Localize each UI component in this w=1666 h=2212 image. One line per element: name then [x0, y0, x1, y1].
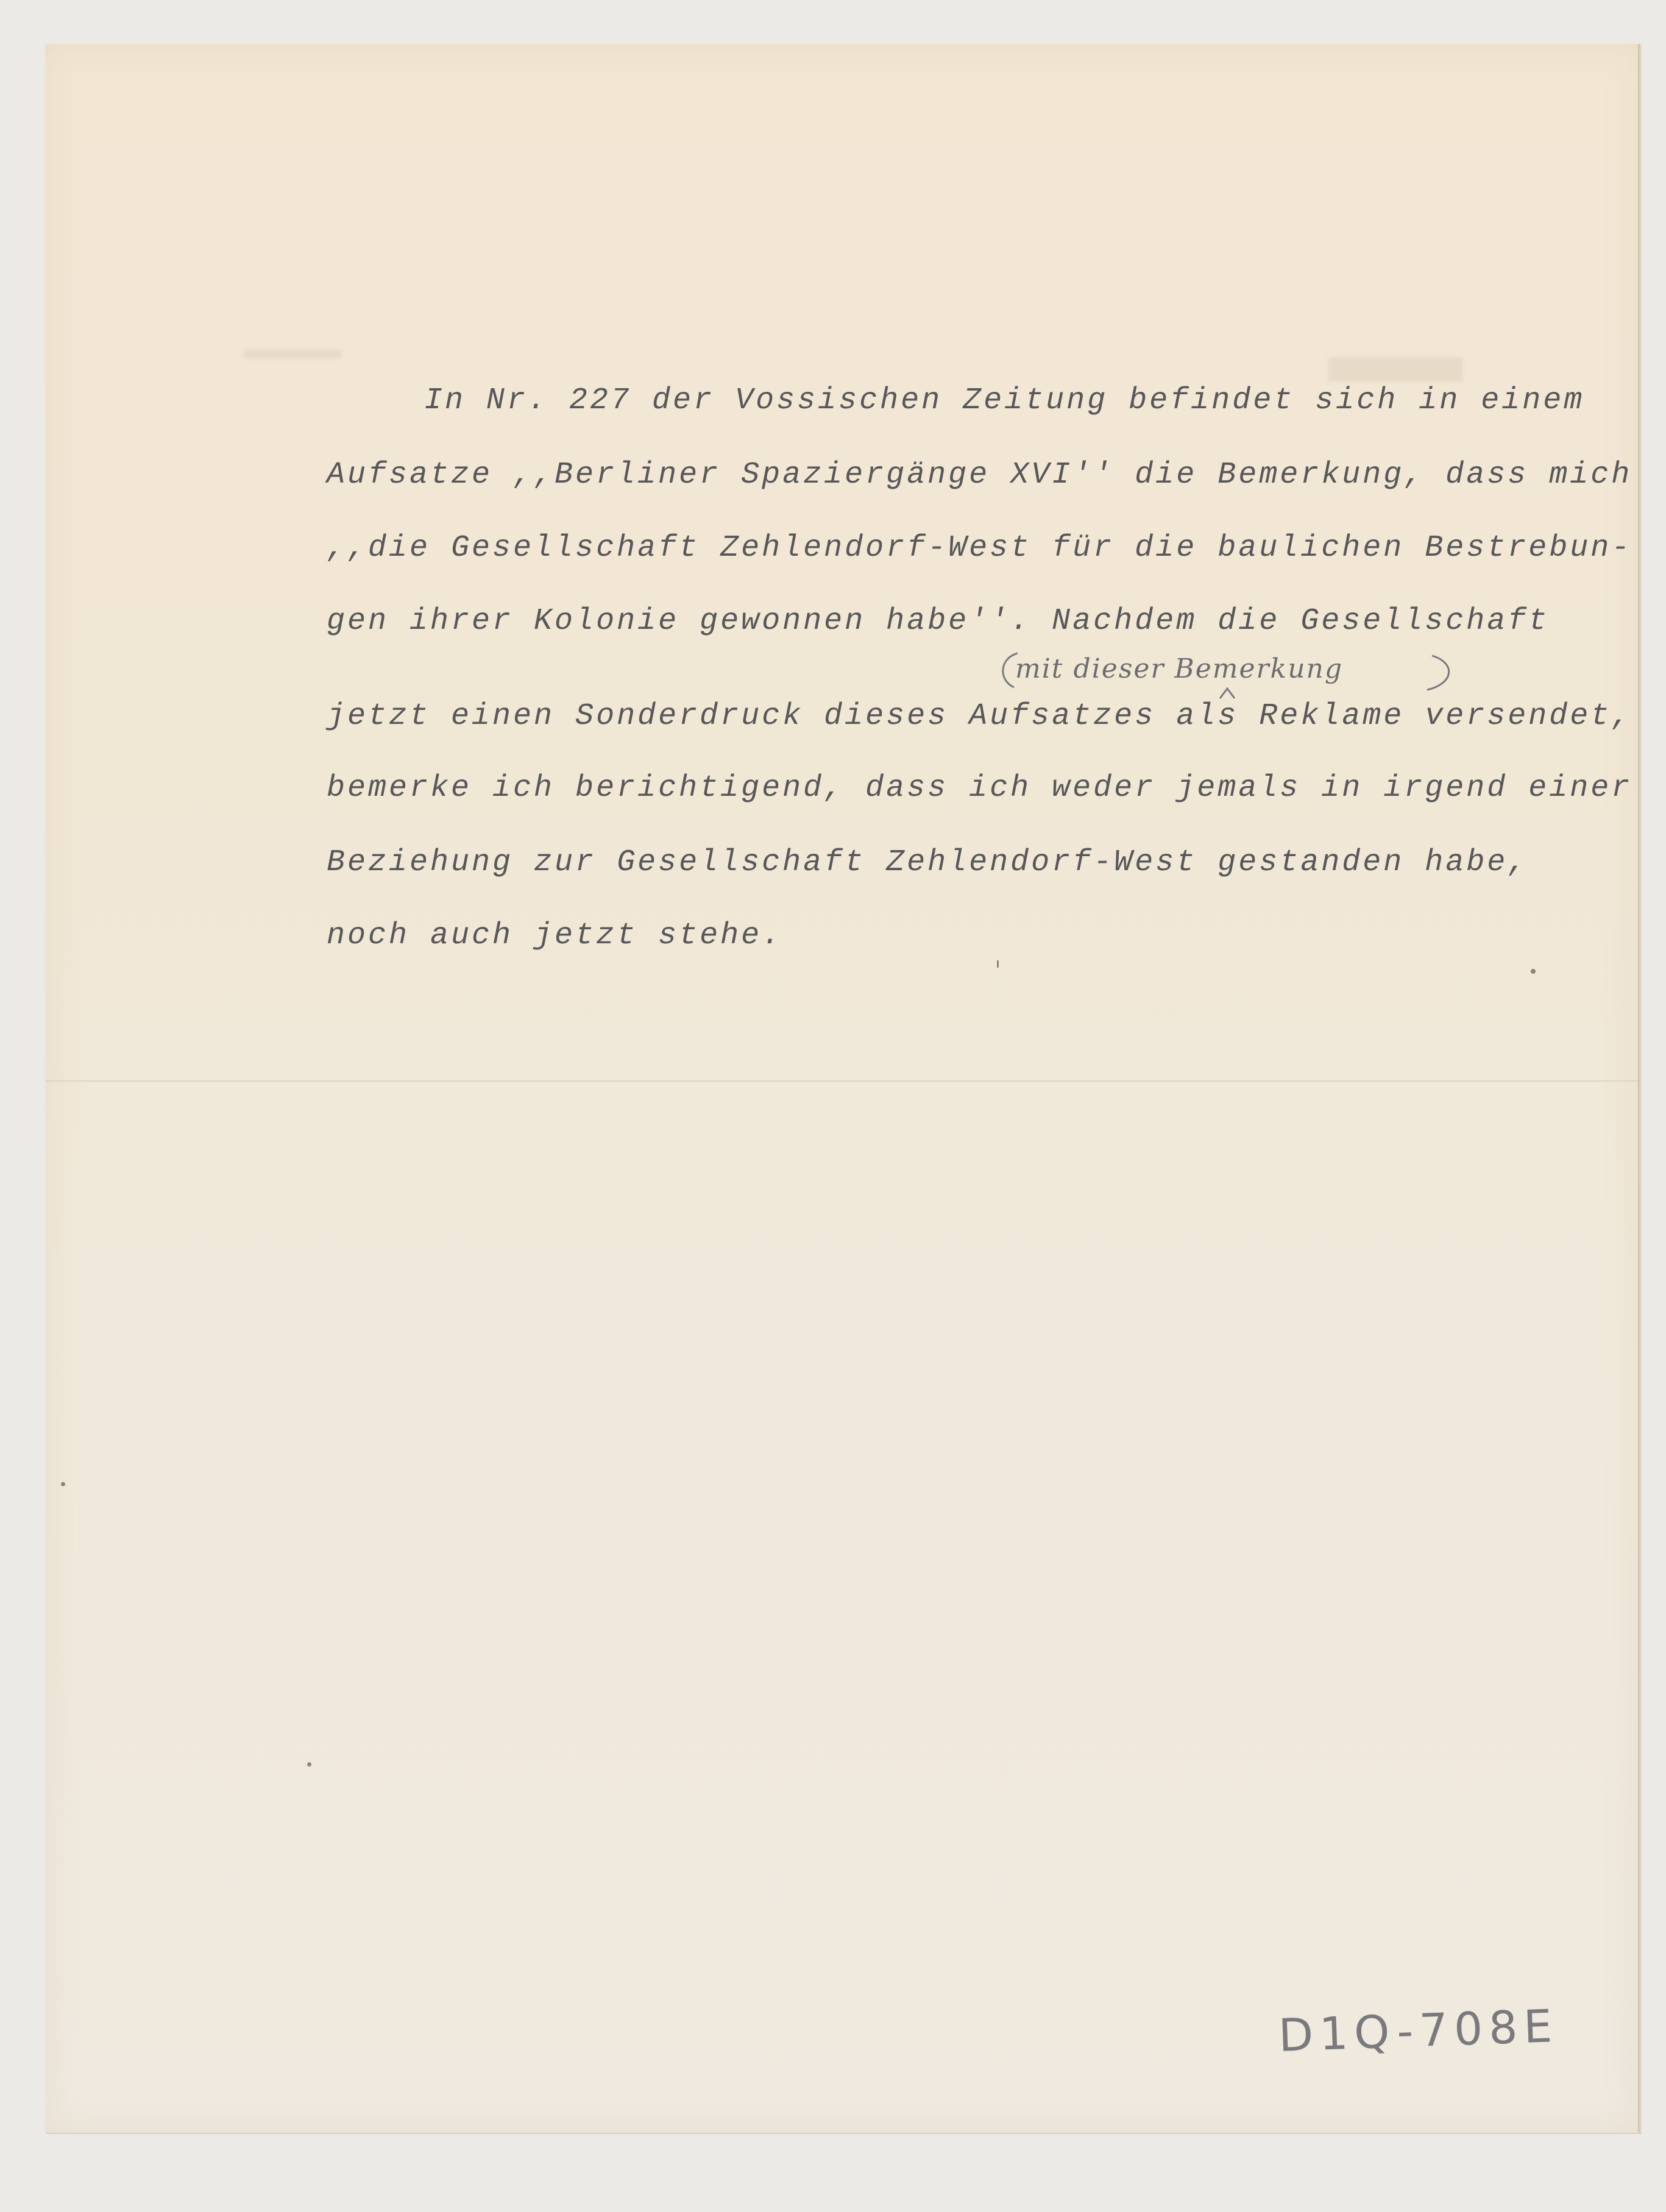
handwritten-insertion: [993, 650, 1462, 702]
paper-speck: [1531, 969, 1536, 974]
paper-speck: [997, 960, 999, 968]
text-line: ,,die Gesellschaft Zehlendorf-West für die baulichen Bestrebun-: [327, 531, 1632, 565]
catalog-number: D1Q-708E: [1277, 2000, 1559, 2062]
text-line: jetzt einen Sonderdruck dieses Aufsatzes als Reklame versendet,: [327, 699, 1632, 734]
paper-speck: [307, 1762, 311, 1767]
text-line: noch auch jetzt stehe.: [327, 918, 783, 953]
text-line: Aufsatze ,,Berliner Spaziergänge XVI'' die Bemerkung, dass mich: [327, 458, 1632, 492]
text-line: gen ihrer Kolonie gewonnen habe''. Nachdem die Gesellschaft: [327, 604, 1550, 639]
text-line: Beziehung zur Gesellschaft Zehlendorf-West gestanden habe,: [327, 845, 1529, 880]
insertion-text: mit dieser Bemerkung: [1015, 653, 1344, 684]
bleed-through-mark: [244, 350, 341, 358]
bleed-through-mark: [1328, 357, 1462, 381]
text-line: bemerke ich berichtigend, dass ich weder jemals in irgend einer: [327, 771, 1632, 806]
fold-crease: [45, 1080, 1640, 1082]
paper-edge: [1638, 44, 1642, 2133]
paper-speck: [61, 1482, 65, 1486]
text-line: In Nr. 227 der Vossischen Zeitung befindet sich in einem: [424, 383, 1585, 418]
